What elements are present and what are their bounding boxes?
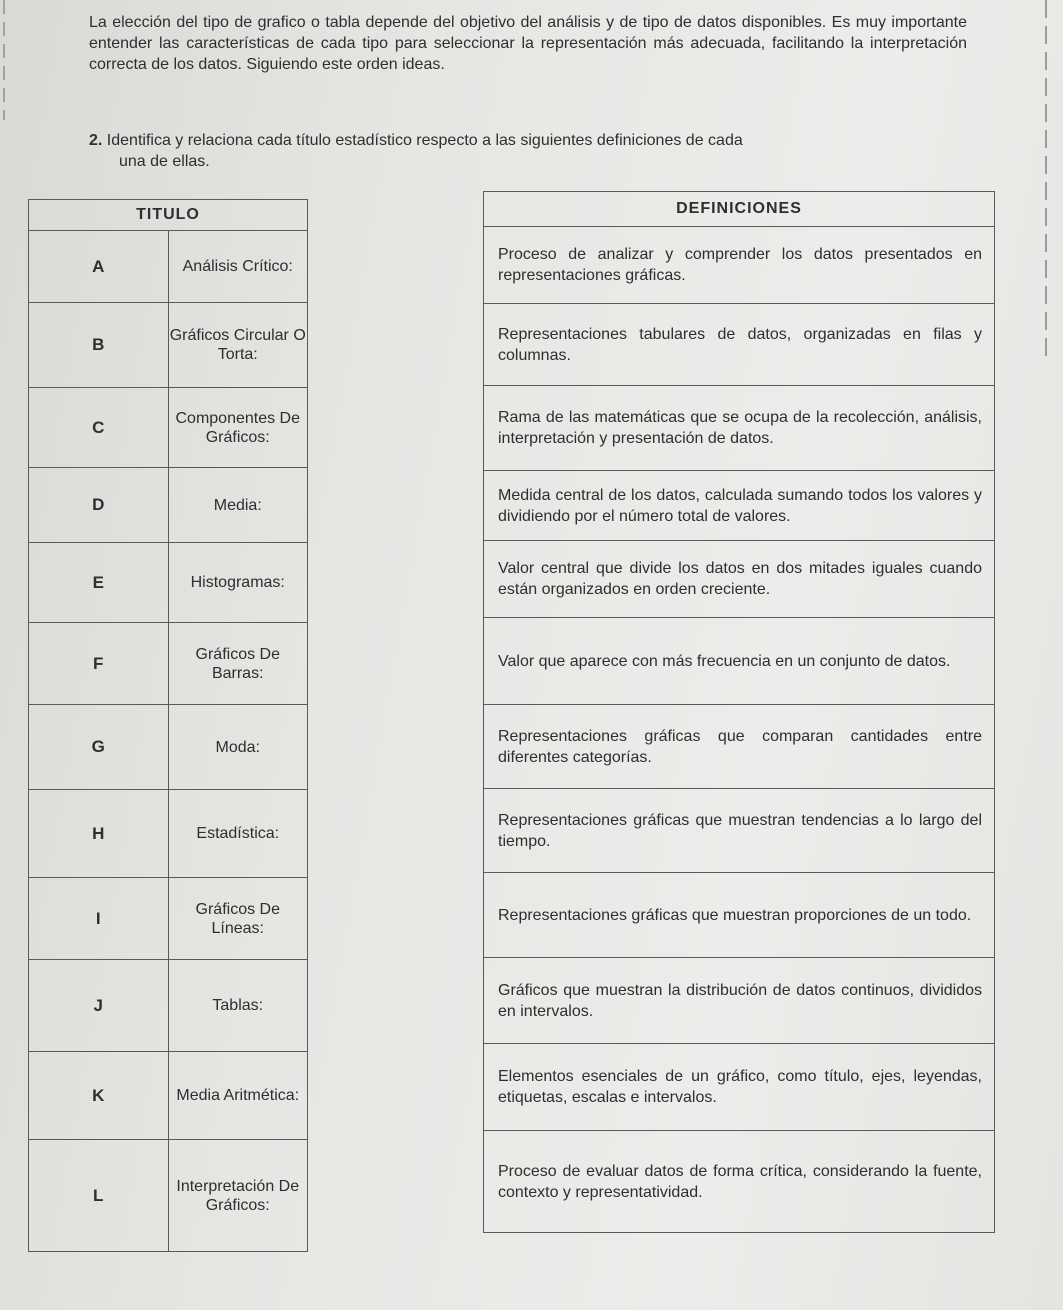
- titles-table: [28, 199, 308, 1252]
- row-title: Media:: [168, 468, 308, 543]
- row-title: Tablas:: [168, 960, 308, 1052]
- row-letter: I: [29, 878, 169, 960]
- row-title: Estadística:: [168, 790, 308, 878]
- definition-cell: Gráficos que muestran la distribución de datos continuos, divididos en intervalos.: [484, 958, 995, 1044]
- row-title: Gráficos De Líneas:: [168, 878, 308, 960]
- table-row: [29, 543, 308, 623]
- row-title: Moda:: [168, 705, 308, 790]
- table-row: [484, 958, 995, 1044]
- row-letter: B: [29, 303, 169, 388]
- page-edge-mark-left: [3, 0, 5, 120]
- definition-cell: Valor que aparece con más frecuencia en un conjunto de datos.: [484, 618, 995, 705]
- question-continuation: una de ellas.: [119, 153, 210, 170]
- table-row: [29, 790, 308, 878]
- definition-cell: Representaciones gráficas que muestran tendencias a lo largo del tiempo.: [484, 789, 995, 873]
- question-text: Identifica y relaciona cada título estadístico respecto a las siguientes definiciones de cada: [106, 132, 743, 149]
- table-row: [484, 471, 995, 541]
- definition-cell: Medida central de los datos, calculada sumando todos los valores y dividiendo por el número total de valores.: [484, 471, 995, 541]
- row-letter: D: [29, 468, 169, 543]
- row-title: Análisis Crítico:: [168, 231, 308, 303]
- row-title: Componentes De Gráficos:: [168, 388, 308, 468]
- table-row: [29, 1140, 308, 1252]
- definition-cell: Proceso de analizar y comprender los datos presentados en representaciones gráficas.: [484, 227, 995, 304]
- row-title: Gráficos De Barras:: [168, 623, 308, 705]
- table-row: [484, 1131, 995, 1233]
- definition-cell: Valor central que divide los datos en dos mitades iguales cuando están organizados en orden creciente.: [484, 541, 995, 618]
- definition-cell: Representaciones gráficas que muestran proporciones de un todo.: [484, 873, 995, 958]
- definition-cell: Representaciones tabulares de datos, organizadas en filas y columnas.: [484, 304, 995, 386]
- table-row: [484, 541, 995, 618]
- definitions-table: [483, 191, 995, 1233]
- page-edge-mark-right: [1045, 0, 1047, 360]
- row-letter: K: [29, 1052, 169, 1140]
- row-title: Media Aritmética:: [168, 1052, 308, 1140]
- intro-paragraph: La elección del tipo de grafico o tabla depende del objetivo del análisis y de tipo de datos disponibles. Es muy importante entender las características de cada tipo para seleccionar la representación más adecuada, facilitando la interpretación correcta de los datos. Siguiendo este orden ideas.: [89, 14, 967, 73]
- row-letter: A: [29, 231, 169, 303]
- table-row: [29, 468, 308, 543]
- table-row: [29, 878, 308, 960]
- table-row: [29, 303, 308, 388]
- table-row: [484, 618, 995, 705]
- table-row: [29, 623, 308, 705]
- definition-cell: Representaciones gráficas que comparan cantidades entre diferentes categorías.: [484, 705, 995, 789]
- table-row: [29, 388, 308, 468]
- row-letter: H: [29, 790, 169, 878]
- table-row: [484, 304, 995, 386]
- question-2: [89, 130, 939, 172]
- table-row: [484, 227, 995, 304]
- table-row: [29, 1052, 308, 1140]
- table-row: [484, 386, 995, 471]
- table-row: [29, 960, 308, 1052]
- table-row: [29, 231, 308, 303]
- row-title: Gráficos Circular O Torta:: [168, 303, 308, 388]
- row-letter: J: [29, 960, 169, 1052]
- table-row: [484, 1044, 995, 1131]
- table-row: [29, 705, 308, 790]
- row-title: Histogramas:: [168, 543, 308, 623]
- table-row: [484, 705, 995, 789]
- table-row: [484, 873, 995, 958]
- titles-header: TITULO: [29, 200, 308, 231]
- definition-cell: Proceso de evaluar datos de forma crítica, considerando la fuente, contexto y representatividad.: [484, 1131, 995, 1233]
- definition-cell: Rama de las matemáticas que se ocupa de la recolección, análisis, interpretación y presentación de datos.: [484, 386, 995, 471]
- definitions-header: DEFINICIONES: [484, 192, 995, 227]
- definition-cell: Elementos esenciales de un gráfico, como título, ejes, leyendas, etiquetas, escalas e intervalos.: [484, 1044, 995, 1131]
- row-letter: F: [29, 623, 169, 705]
- row-title: Interpretación De Gráficos:: [168, 1140, 308, 1252]
- question-number: 2.: [89, 132, 103, 149]
- row-letter: L: [29, 1140, 169, 1252]
- row-letter: G: [29, 705, 169, 790]
- table-row: [484, 789, 995, 873]
- row-letter: E: [29, 543, 169, 623]
- row-letter: C: [29, 388, 169, 468]
